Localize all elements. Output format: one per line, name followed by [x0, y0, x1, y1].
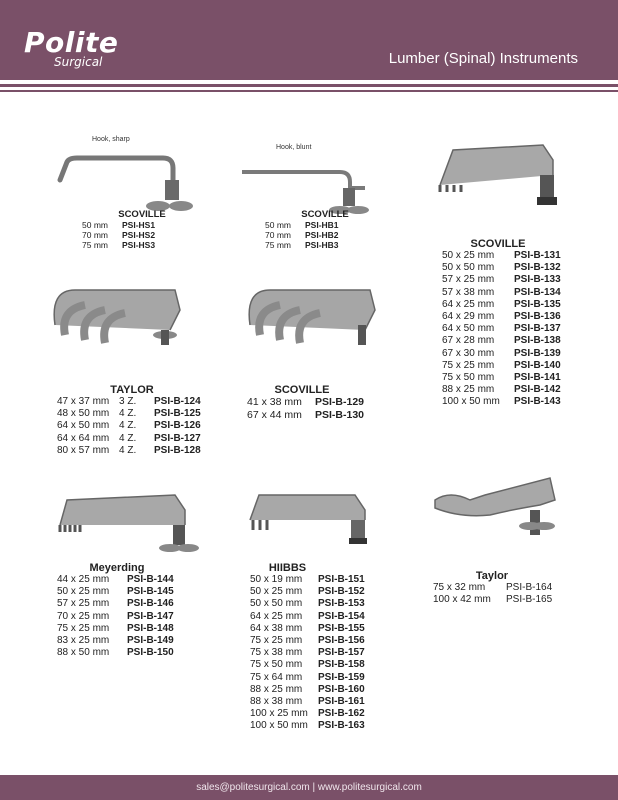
- product-row: 47 x 37 mm 3 Z. PSI-B-124: [57, 396, 201, 407]
- hiibbs-retractor-image: [245, 490, 375, 550]
- product-row: 75 x 25 mm PSI-B-140: [442, 359, 561, 371]
- product-row: 50 x 25 mm PSI-B-152: [250, 586, 365, 598]
- product-row: 67 x 44 mm PSI-B-130: [247, 408, 365, 421]
- product-row: 75 x 64 mm PSI-B-159: [250, 671, 365, 683]
- caption-hook-blunt: Hook, blunt: [276, 144, 312, 151]
- product-row: 64 x 29 mm PSI-B-136: [442, 311, 561, 323]
- product-row: 57 x 25 mm PSI-B-133: [442, 274, 561, 286]
- product-row: 50 x 19 mm PSI-B-151: [250, 574, 365, 585]
- product-row: 75 x 25 mm PSI-B-156: [250, 635, 365, 647]
- product-row: 100 x 25 mm PSI-B-162: [250, 708, 365, 720]
- product-row: 48 x 50 mm 4 Z. PSI-B-125: [57, 408, 201, 420]
- group-title: Taylor: [475, 570, 509, 582]
- taylor-retractor-image: [45, 285, 185, 350]
- product-group-hiibbs: [250, 562, 410, 733]
- group-title: SCOVILLE: [118, 209, 166, 220]
- product-group-scoville-blade: [247, 384, 407, 421]
- taylor-blade-image: [430, 470, 560, 545]
- group-title: SCOVILLE: [470, 238, 526, 250]
- group-title: SCOVILLE: [301, 209, 349, 220]
- divider-stripe: [0, 84, 618, 87]
- product-row: 67 x 30 mm PSI-B-139: [442, 347, 561, 359]
- header-bar: [0, 0, 618, 80]
- product-row: 64 x 25 mm PSI-B-135: [442, 298, 561, 310]
- product-row: 64 x 50 mm PSI-B-137: [442, 323, 561, 335]
- product-row: 75 x 32 mm PSI-B-164: [433, 582, 553, 593]
- page-title: Lumber (Spinal) Instruments: [388, 50, 578, 67]
- scoville-retractor-image: [435, 140, 560, 215]
- group-title: Meyerding: [89, 562, 145, 574]
- caption-hook-sharp: Hook, sharp: [92, 136, 130, 143]
- product-group-meyerding: [57, 562, 217, 659]
- product-row: 75 x 25 mm PSI-B-148: [57, 622, 174, 634]
- brand-sub: Surgical: [54, 55, 103, 69]
- product-group-scoville-hook-blunt: [265, 209, 385, 250]
- product-row: 100 x 50 mm PSI-B-163: [250, 720, 365, 732]
- product-row: 70 mm PSI-HB2: [265, 230, 339, 240]
- product-row: 88 x 25 mm PSI-B-160: [250, 683, 365, 695]
- product-group-scoville-retractor: [442, 238, 572, 409]
- product-row: 75 x 50 mm PSI-B-158: [250, 659, 365, 671]
- scoville-blade-image: [240, 285, 380, 350]
- product-row: 50 mm PSI-HS1: [82, 220, 156, 230]
- product-row: 75 mm PSI-HB3: [265, 240, 339, 250]
- product-row: 50 x 50 mm PSI-B-132: [442, 262, 561, 274]
- product-row: 88 x 25 mm PSI-B-142: [442, 384, 561, 396]
- product-row: 50 x 25 mm PSI-B-145: [57, 586, 174, 598]
- group-title: HIIBBS: [268, 562, 307, 574]
- product-row: 80 x 57 mm 4 Z. PSI-B-128: [57, 444, 201, 456]
- product-row: 88 x 50 mm PSI-B-150: [57, 647, 174, 659]
- product-row: 70 mm PSI-HS2: [82, 230, 156, 240]
- product-row: 67 x 28 mm PSI-B-138: [442, 335, 561, 347]
- product-row: 64 x 38 mm PSI-B-155: [250, 622, 365, 634]
- product-group-taylor-blade: [433, 570, 573, 606]
- product-row: 57 x 38 mm PSI-B-134: [442, 286, 561, 298]
- group-title: TAYLOR: [110, 384, 154, 396]
- product-row: 75 x 50 mm PSI-B-141: [442, 372, 561, 384]
- product-row: 64 x 25 mm PSI-B-154: [250, 610, 365, 622]
- divider-stripe: [0, 90, 618, 92]
- product-row: 100 x 42 mm PSI-B-165: [433, 594, 553, 606]
- product-group-taylor: [57, 384, 217, 457]
- meyerding-retractor-image: [55, 490, 190, 560]
- product-row: 41 x 38 mm PSI-B-129: [247, 396, 365, 408]
- product-row: 50 mm PSI-HB1: [265, 220, 339, 230]
- product-row: 70 x 25 mm PSI-B-147: [57, 610, 174, 622]
- brand-logo: Polite: [24, 26, 119, 59]
- group-title: SCOVILLE: [274, 384, 330, 396]
- product-row: 100 x 50 mm PSI-B-143: [442, 396, 561, 408]
- product-row: 88 x 38 mm PSI-B-161: [250, 696, 365, 708]
- product-group-scoville-hook-sharp: [82, 209, 202, 250]
- footer-contact: sales@politesurgical.com | www.politesurgical.com: [0, 775, 618, 800]
- product-row: 50 x 50 mm PSI-B-153: [250, 598, 365, 610]
- product-row: 64 x 64 mm 4 Z. PSI-B-127: [57, 432, 201, 444]
- product-row: 57 x 25 mm PSI-B-146: [57, 598, 174, 610]
- product-row: 75 x 38 mm PSI-B-157: [250, 647, 365, 659]
- product-row: 50 x 25 mm PSI-B-131: [442, 250, 561, 261]
- product-row: 83 x 25 mm PSI-B-149: [57, 635, 174, 647]
- product-row: 64 x 50 mm 4 Z. PSI-B-126: [57, 420, 201, 432]
- product-row: 44 x 25 mm PSI-B-144: [57, 574, 174, 585]
- product-row: 75 mm PSI-HS3: [82, 240, 156, 250]
